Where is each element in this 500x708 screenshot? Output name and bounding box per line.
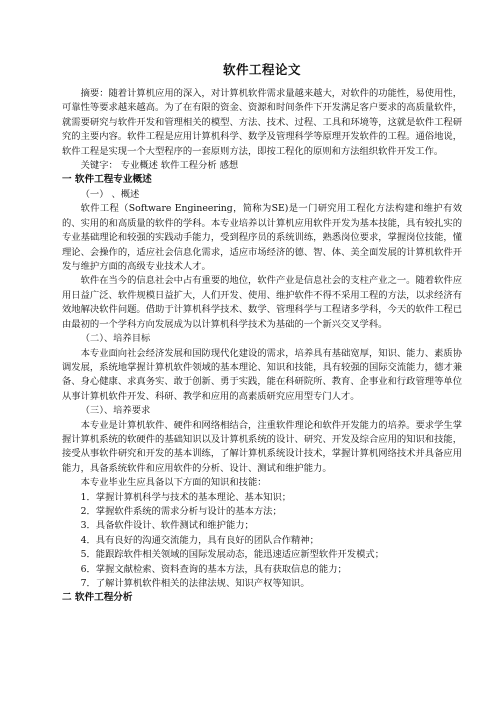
subsection-overview-heading: （一） 、概述 [80, 189, 140, 201]
skills-list-item: 5．能跟踪软件相关领域的国际发展动态，能迅速适应新型软件开发模式； [80, 549, 385, 561]
skills-list [62, 491, 462, 592]
section-1-heading: 一 软件工程专业概述 [62, 174, 152, 186]
subsection-requirements-heading: （三）、培养要求 [80, 405, 151, 417]
skills-list-item: 2．掌握软件系统的需求分析与设计的基本方法； [80, 505, 282, 517]
keywords-line: 关键字： 专业概述 软件工程分析 感想 [80, 160, 239, 172]
abstract-paragraph: 摘要：随着计算机应用的深入，对计算机软件需求量越来越大，对软件的功能性，易使用性，可靠性等要求越来越高。为了在有限的资金、资源和时间条件下开发满足客户要求的高质量软件，就需要研究与软件开发和管理相关的模型、方法、技术、过程、工具和环境等，这就是软件工程研究的主要内容。软件工程是应用计算机科学、数学及管理科学等原理开发软件的工程。通俗地说，软件工程是实现一个大型程序的一套原则方法，即按工程化的原则和方法组织软件开发工作。 [62, 88, 462, 157]
requirements-paragraph-2: 本专业毕业生应具备以下方面的知识和技能： [80, 477, 267, 489]
overview-paragraph-2: 软件在当今的信息社会中占有重要的地位，软件产业是信息社会的支柱产业之一。随着软件应用日益广泛、软件规模日益扩大，人们开发、使用、维护软件不得不采用工程的方法，以求经济有效地解决软件问题。借助于计算机科学技术、数学、管理科学与工程诸多学科，今天的软件工程已由最初的一个学科方向发展成为以计算机科学技术为基础的一个新兴交叉学科。 [62, 275, 462, 330]
skills-list-item: 7．了解计算机软件相关的法律法规、知识产权等知识。 [80, 578, 310, 589]
document-title: 软件工程论文 [222, 62, 301, 77]
skills-list-item: 6．掌握文献检索、资料查询的基本方法，具有获取信息的能力； [80, 563, 347, 575]
skills-list-item: 1．掌握计算机科学与技术的基本理论、基本知识； [80, 491, 292, 503]
overview-paragraph-1: 软件工程（Software Engineering，简称为SE)是一门研究用工程化方法构建和维护有效的、实用的和高质量的软件的学科。本专业培养以计算机应用软件开发为基本技能，具有较扎实的专业基础理论和较强的实践动手能力，受到程序员的系统训练，熟悉岗位要求，掌握岗位技能，懂理论、会操作的，适应社会信息化需求，适应市场经济的德、智、体、美全面发展的计算机软件开发与维护方面的高级专业技术人才。 [62, 203, 462, 273]
goals-paragraph: 本专业面向社会经济发展和国防现代化建设的需求，培养具有基础宽厚，知识、能力、素质协调发展，系统地掌握计算机软件领域的基本理论、知识和技能，具有较强的国际交流能力，德才兼备、身心健康、求真务实、敢于创新、勇于实践，能在科研院所、教育、企事业和行政管理等单位从事计算机软件开发、科研、教学和应用的高素质研究应用型专门人才。 [62, 347, 462, 402]
requirements-paragraph-1: 本专业是计算机软件、硬件和网络相结合，注重软件理论和软件开发能力的培养。要求学生掌握计算机系统的软硬件的基础知识以及计算机系统的设计、研究、开发及综合应用的知识和技能，接受从事软件研究和开发的基本训练，了解计算机系统设计技术，掌握计算机网络技术并具备应用能力，具备系统软件和应用软件的分析、设计、测试和维护能力。 [62, 419, 462, 474]
skills-list-item: 4．具有良好的沟通交流能力，具有良好的团队合作精神； [80, 534, 319, 546]
subsection-goals-heading: （二）、培养目标 [80, 333, 151, 345]
section-2-heading: 二 软件工程分析 [62, 592, 133, 604]
skills-list-item: 3．具备软件设计、软件测试和维护能力； [80, 520, 254, 532]
